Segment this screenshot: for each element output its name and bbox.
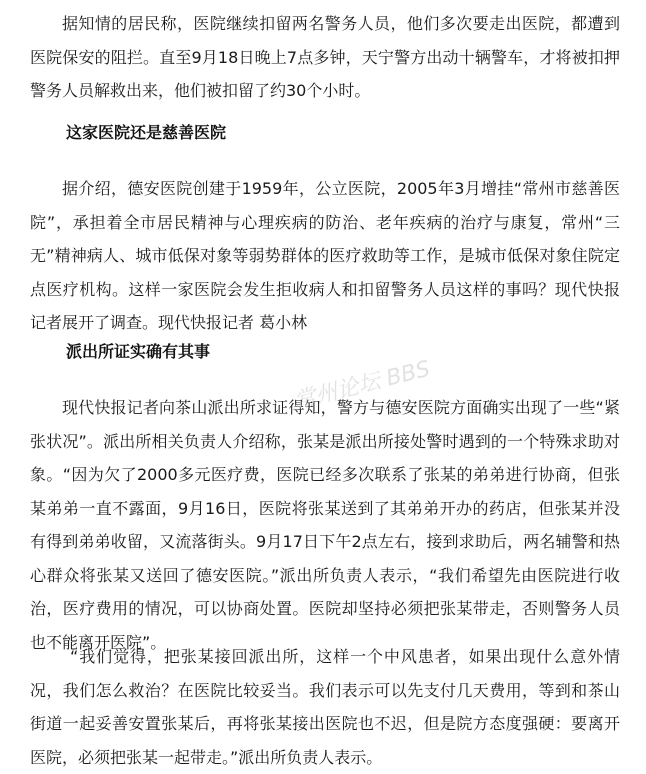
watermark-text: 常州论坛 BBS <box>291 356 433 415</box>
paragraph-police-account: 现代快报记者向茶山派出所求证得知，警方与德安医院方面确实出现了一些“紧张状况”。派出所相关负责人介绍称，张某是派出所接处警时遇到的一个特殊求助对象。“因为欠了2000多元医疗费，医院已经多次联系了张某的弟弟进行协商，但张某弟弟一直不露面，9月16日，医院将张某送到了其弟弟开办的药店，但张某并没有得到弟弟收留，又流落街头。9月17日下午2点左右，接到求助后，两名辅警和热心群众将张某又送回了德安医院。”派出所负责人表示，“我们希望先由医院进行收治，医疗费用的情况，可以协商处置。医院却坚持必须把张某带走，否则警务人员也不能离开医院”。 <box>30 398 620 652</box>
paragraph-police-statement: “我们觉得，把张某接回派出所，这样一个中风患者，如果出现什么意外情况，我们怎么救治？在医院比较妥当。我们表示可以先支付几天费用，等到和茶山街道一起妥善安置张某后，再将张某接出医院也不迟，但是院方态度强硬：要离开医院，必须把张某一起带走。”派出所负责人表示。 <box>30 647 620 767</box>
paragraph-hospital-introduction: 据介绍，德安医院创建于1959年，公立医院，2005年3月增挂“常州市慈善医院”，承担着全市居民精神与心理疾病的防治、老年疾病的治疗与康复，常州“三无”精神病人、城市低保对象等弱势群体的医疗救助等工作，是城市低保对象住院定点医疗机构。这样一家医院会发生拒收病人和扣留警务人员这样的事吗？现代快报记者展开了调查。现代快报记者 葛小林 <box>30 179 620 332</box>
heading-charity-hospital: 这家医院还是慈善医院 <box>66 123 227 142</box>
paragraph-detained-officers: 据知情的居民称，医院继续扣留两名警务人员，他们多次要走出医院，都遭到医院保安的阻拦。直至9月18日晚上7点多钟，天宁警方出动十辆警车，才将被扣押警务人员解救出来，他们被扣留了约30个小时。 <box>30 14 620 100</box>
heading-police-confirm: 派出所证实确有其事 <box>66 342 211 361</box>
